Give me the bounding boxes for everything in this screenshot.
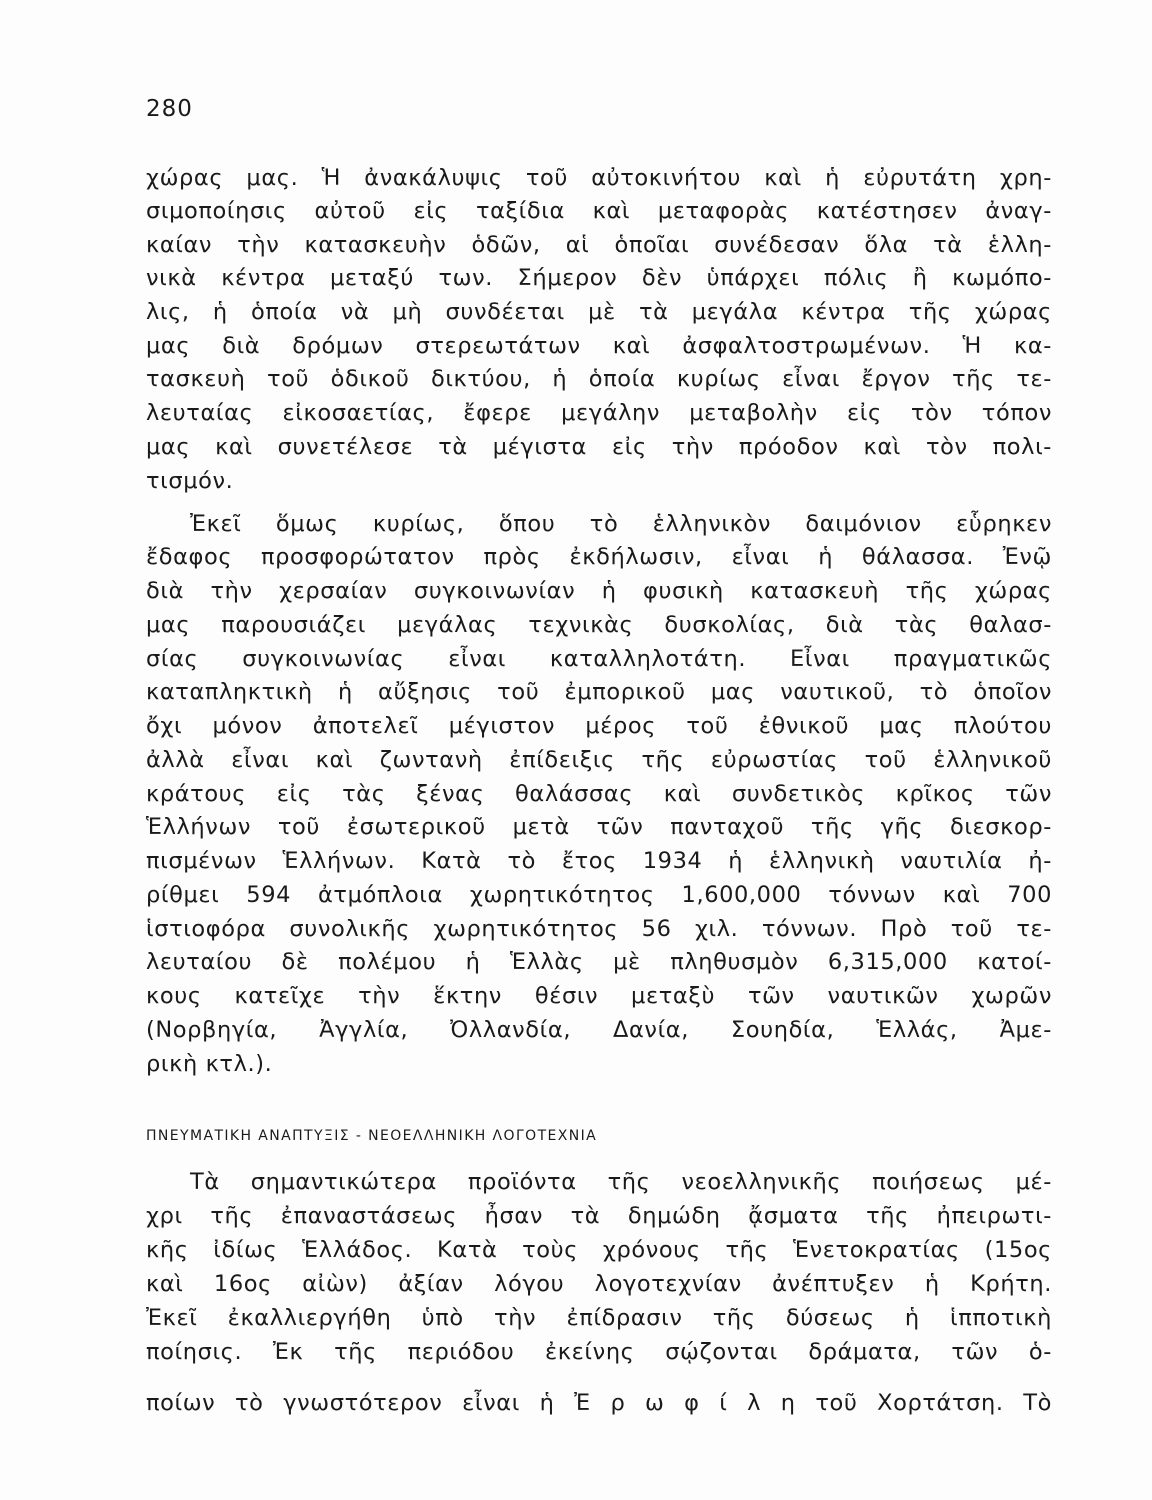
text-line: καίαν τὴν κατασκευὴν ὁδῶν, αἱ ὁποῖαι συνέδεσαν ὅλα τὰ ἑλλη-	[146, 232, 1052, 258]
text-line: ρίθμει 594 ἀτμόπλοια χωρητικότητος 1,600,000 τόννων καὶ 700	[146, 882, 1052, 908]
text-line: κους κατεῖχε τὴν ἕκτην θέσιν μεταξὺ τῶν ναυτικῶν χωρῶν	[146, 983, 1052, 1009]
text-line: μας διὰ δρόμων στερεωτάτων καὶ ἀσφαλτοστρωμένων. Ἡ κα-	[146, 333, 1052, 359]
text-line: πισμένων Ἑλλήνων. Κατὰ τὸ ἔτος 1934 ἡ ἑλληνικὴ ναυτιλία ἠ-	[146, 848, 1052, 874]
text-line: λευταίου δὲ πολέμου ἡ Ἑλλὰς μὲ πληθυσμὸν 6,315,000 κατοί-	[146, 949, 1052, 975]
text-line: νικὰ κέντρα μεταξύ των. Σήμερον δὲν ὑπάρχει πόλις ἢ κωμόπο-	[146, 265, 1052, 291]
text-line: κράτους εἰς τὰς ξένας θαλάσσας καὶ συνδετικὸς κρῖκος τῶν	[146, 781, 1052, 807]
page-number: 280	[146, 96, 193, 122]
text-line: κῆς ἰδίως Ἑλλάδος. Κατὰ τοὺς χρόνους τῆς Ἑνετοκρατίας (15ος	[146, 1237, 1052, 1263]
text-line: σίας συγκοινωνίας εἶναι καταλληλοτάτη. Εἶναι πραγματικῶς	[146, 646, 1052, 672]
text-line: Ἐκεῖ ἐκαλλιεργήθη ὑπὸ τὴν ἐπίδρασιν τῆς δύσεως ἡ ἱπποτικὴ	[146, 1305, 1052, 1331]
text-line: ἔδαφος προσφορώτατον πρὸς ἐκδήλωσιν, εἶναι ἡ θάλασσα. Ἐνῷ	[146, 544, 1052, 570]
text-line: Ἑλλήνων τοῦ ἐσωτερικοῦ μετὰ τῶν πανταχοῦ τῆς γῆς διεσκορ-	[146, 814, 1052, 840]
text-line: καταπληκτικὴ ἡ αὔξησις τοῦ ἐμπορικοῦ μας ναυτικοῦ, τὸ ὁποῖον	[146, 679, 1052, 705]
text-line: καὶ 16ος αἰὼν) ἀξίαν λόγου λογοτεχνίαν ἀνέπτυξεν ἡ Κρήτη.	[146, 1271, 1052, 1297]
text-line: ποίησις. Ἐκ τῆς περιόδου ἐκείνης σῴζονται δράματα, τῶν ὁ-	[146, 1339, 1052, 1365]
text-line: (Νορβηγία, Ἀγγλία, Ὀλλανδία, Δανία, Σουηδία, Ἑλλάς, Ἀμε-	[146, 1017, 1052, 1043]
section-heading: ΠΝΕΥΜΑΤΙΚΗ ΑΝΑΠΤΥΞΙΣ - ΝΕΟΕΛΛΗΝΙΚΗ ΛΟΓΟΤΕΧΝΙΑ	[146, 1128, 598, 1144]
text-line: ρικὴ κτλ.).	[146, 1051, 273, 1077]
text-line: ὄχι μόνον ἀποτελεῖ μέγιστον μέρος τοῦ ἐθνικοῦ μας πλούτου	[146, 713, 1052, 739]
text-line: διὰ τὴν χερσαίαν συγκοινωνίαν ἡ φυσικὴ κατασκευὴ τῆς χώρας	[146, 578, 1052, 604]
text-line: Τὰ σημαντικώτερα προϊόντα τῆς νεοελληνικῆς ποιήσεως μέ-	[190, 1169, 1052, 1195]
text-line: μας καὶ συνετέλεσε τὰ μέγιστα εἰς τὴν πρόοδον καὶ τὸν πολι-	[146, 434, 1052, 460]
text-line: ποίων τὸ γνωστότερον εἶναι ἡ Ἐ ρ ω φ ί λ η τοῦ Χορτάτση. Τὸ	[146, 1390, 1052, 1416]
text-line: χρι τῆς ἐπαναστάσεως ἦσαν τὰ δημώδη ᾄσματα τῆς ἠπειρωτι-	[146, 1203, 1052, 1229]
text-line: μας παρουσιάζει μεγάλας τεχνικὰς δυσκολίας, διὰ τὰς θαλασ-	[146, 612, 1052, 638]
text-line: χώρας μας. Ἡ ἀνακάλυψις τοῦ αὐτοκινήτου καὶ ἡ εὐρυτάτη χρη-	[146, 165, 1052, 191]
text-line: ἱστιοφόρα συνολικῆς χωρητικότητος 56 χιλ. τόννων. Πρὸ τοῦ τε-	[146, 916, 1052, 942]
text-line: σιμοποίησις αὐτοῦ εἰς ταξίδια καὶ μεταφορὰς κατέστησεν ἀναγ-	[146, 198, 1052, 224]
text-line: λις, ἡ ὁποία νὰ μὴ συνδέεται μὲ τὰ μεγάλα κέντρα τῆς χώρας	[146, 299, 1052, 325]
text-line: ἀλλὰ εἶναι καὶ ζωντανὴ ἐπίδειξις τῆς εὐρωστίας τοῦ ἑλληνικοῦ	[146, 747, 1052, 773]
text-line: τασκευὴ τοῦ ὁδικοῦ δικτύου, ἡ ὁποία κυρίως εἶναι ἔργον τῆς τε-	[146, 366, 1052, 392]
text-line: λευταίας εἰκοσαετίας, ἔφερε μεγάλην μεταβολὴν εἰς τὸν τόπον	[146, 400, 1052, 426]
text-line: Ἐκεῖ ὅμως κυρίως, ὅπου τὸ ἑλληνικὸν δαιμόνιον εὗρηκεν	[190, 511, 1052, 537]
text-line: τισμόν.	[146, 468, 234, 494]
